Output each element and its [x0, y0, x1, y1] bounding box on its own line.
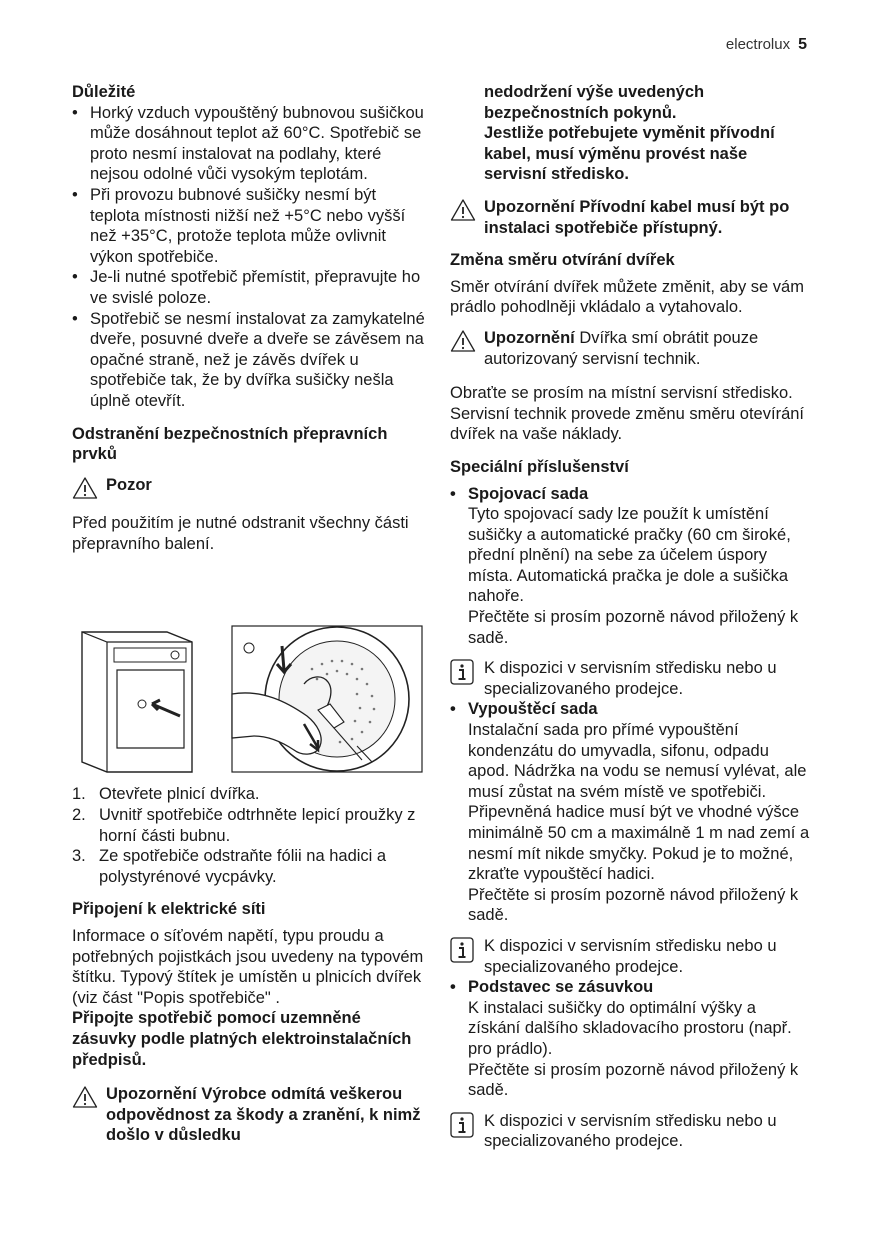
accessory-text: Instalační sada pro přímé vypouštění kondenzátu do umyvadla, sifonu, odpadu apod. Nádržka na vodu se nemusí vylévat, ale musí zůstat na svém místě ve spotřebiči. [468, 721, 807, 801]
cable-warning-note [450, 197, 810, 238]
transport-text: Před použitím je nutné odstranit všechny části přepravního balení. [72, 514, 409, 553]
cable-warning-text: Upozornění Přívodní kabel musí být po instalaci spotřebiče přístupný. [484, 197, 790, 237]
electric-heading: Připojení k elektrické síti [72, 900, 266, 919]
steps-list [72, 784, 427, 887]
accessory-text: K instalaci sušičky do optimální výšky a získání dalšího skladovacího prostoru (např. pro prádlo). [468, 998, 792, 1058]
important-bullet: • Při provozu bubnové sušičky nesmí být teplota místnosti nižší než +5°C nebo vyšší než +35°C, protože teplota může ovlivnit výkon spotřebiče. [72, 185, 427, 267]
warning-triangle-icon [450, 198, 476, 222]
warning-note [72, 1084, 427, 1146]
caution-label: Pozor [106, 475, 152, 494]
warning-continuation: nedodržení výše uvedených bezpečnostních pokynů. [484, 83, 705, 122]
important-bullet: • Je-li nutné spotřebič přemístit, přepravujte ho ve svislé poloze. [72, 267, 427, 308]
step-text: Otevřete plnicí dvířka. [99, 785, 260, 804]
important-heading: Důležité [72, 83, 136, 101]
accessory-title: • Spojovací sada [450, 484, 810, 505]
page-number: 5 [798, 36, 807, 53]
info-icon [450, 1112, 474, 1138]
info-icon [450, 659, 474, 685]
accessory-text: Přečtěte si prosím pozorně návod přiložený k sadě. [468, 1060, 799, 1100]
important-bullet: • Horký vzduch vypouštěný bubnovou sušičkou může dosáhnout teplot až 60°C. Spotřebič se proto nesmí instalovat na podlahy, které nejsou odolné vůči vysokým teplotám. [72, 103, 427, 185]
caution-note [72, 475, 427, 496]
accessory-text: Přečtěte si prosím pozorně návod přiložený k sadě. [468, 885, 799, 925]
accessory-text: Tyto spojovací sady lze použít k umístění sušičky a automatické pračky (60 cm široké, přední plnění) na sebe za účelem úspory místa. Automatická pračka je dole a sušička nahoře. [468, 505, 791, 606]
page-header [726, 36, 807, 54]
dryer-illustration [72, 624, 427, 774]
cable-bold-text: Jestliže potřebujete vyměnit přívodní kabel, musí výměnu provést naše servisní středisko. [484, 124, 775, 184]
accessories-heading: Speciální příslušenství [450, 457, 629, 476]
list-item [72, 805, 427, 846]
info-text: K dispozici v servisním středisku nebo u specializovaného prodejce. [484, 1111, 777, 1151]
warning-triangle-icon [72, 476, 98, 500]
info-text: K dispozici v servisním středisku nebo u specializovaného prodejce. [484, 659, 777, 698]
step-number: 2. [72, 806, 86, 825]
door-text-2: Obraťte se prosím na místní servisní středisko. Servisní technik provede změnu směru otevírání dvířek na vaše náklady. [450, 384, 805, 444]
door-text: Směr otvírání dvířek můžete změnit, aby se vám prádlo pohodlněji vkládalo a vytahovalo. [450, 277, 804, 317]
brand-name: electrolux [725, 36, 791, 53]
accessory-text: Přečtěte si prosím pozorně návod přiložený k sadě. [468, 608, 799, 647]
warning-triangle-icon [450, 329, 476, 353]
info-note [450, 1111, 810, 1152]
step-text: Uvnitř spotřebiče odtrhněte lepicí proužky z horní části bubnu. [99, 806, 416, 845]
right-column [450, 82, 810, 1152]
door-warning-note [450, 328, 810, 369]
accessory-text: Připevněná hadice musí být ve vhodné výšce minimálně 50 cm a maximálně 1 m nad zemí a nesmí mít nikde smyčky. Pokud je to možné, zkraťte vypouštěcí hadici. [468, 803, 810, 884]
list-item [72, 846, 427, 887]
transport-heading: Odstranění bezpečnostních přepravních prvků [72, 424, 388, 464]
accessory-title: • Vypouštěcí sada [450, 699, 810, 720]
warning-text: Upozornění Výrobce odmítá veškerou odpovědnost za škody a zranění, k nimž došlo v důsledku [106, 1085, 421, 1145]
step-number: 1. [72, 785, 86, 804]
left-column [72, 82, 427, 1146]
list-item [72, 784, 427, 805]
important-bullet: • Spotřebič se nesmí instalovat za zamykatelné dveře, posuvné dveře a dveře se závěsem na opačné straně, než je závěs dvířek u spotřebiče tak, že by dvířka sušičky nešla úplně otevřít. [72, 309, 427, 412]
info-text: K dispozici v servisním středisku nebo u specializovaného prodejce. [484, 936, 777, 976]
electric-bold-text: Připojte spotřebič pomocí uzemněné zásuvky podle platných elektroinstalačních předpisů. [72, 1009, 412, 1069]
door-warning-text: Dvířka smí obrátit pouze autorizovaný servisní technik. [484, 328, 759, 368]
door-warning-label: Upozornění [484, 328, 575, 347]
accessory-title: • Podstavec se zásuvkou [450, 977, 810, 998]
warning-triangle-icon [72, 1085, 98, 1109]
info-note [450, 658, 810, 699]
electric-text: Informace o síťovém napětí, typu proudu a potřebných pojistkách jsou uvedeny na typovém štítku. Typový štítek je umístěn u plnicích dvířek (viz část "Popis spotřebiče" . [72, 927, 424, 1007]
step-text: Ze spotřebiče odstraňte fólii na hadici a polystyrénové vycpávky. [99, 847, 387, 886]
step-number: 3. [72, 847, 86, 866]
info-icon [450, 937, 474, 963]
info-note [450, 936, 810, 977]
door-heading: Změna směru otvírání dvířek [450, 251, 675, 270]
